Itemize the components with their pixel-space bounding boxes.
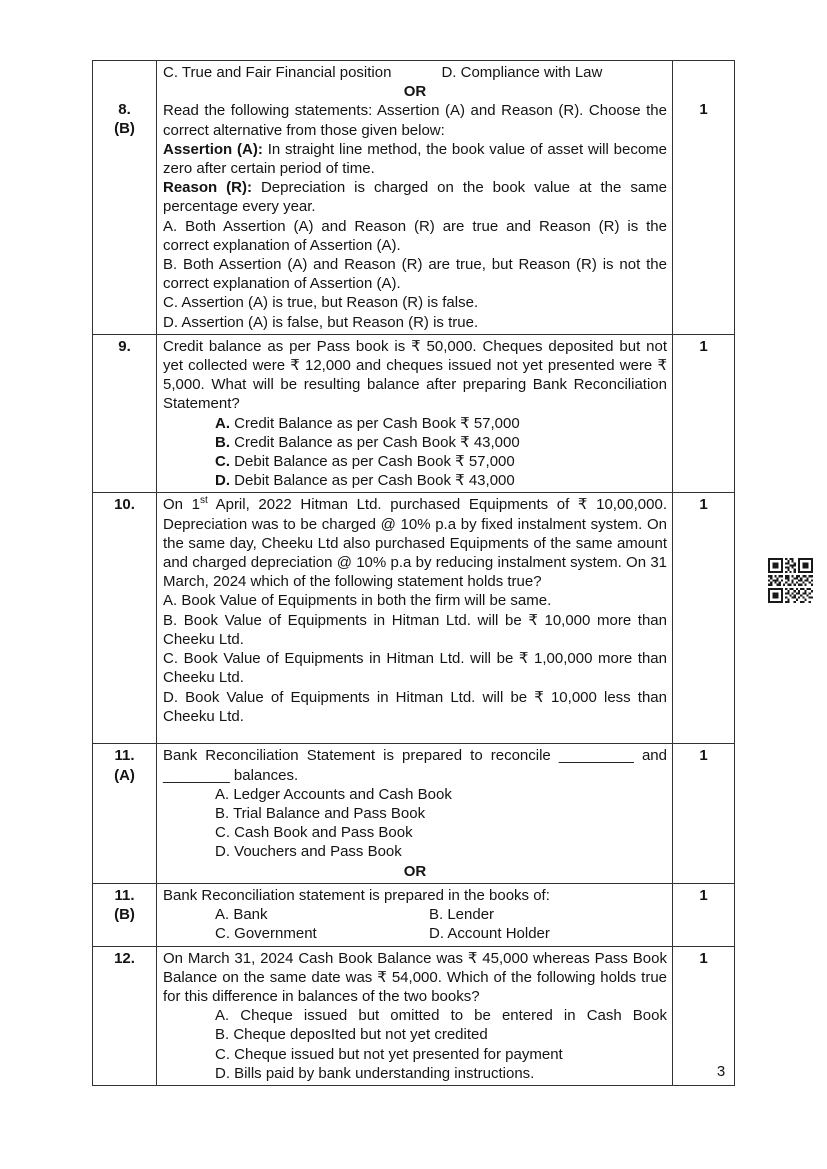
question-table: [92, 60, 735, 1086]
option-a: A. Bank: [215, 906, 268, 924]
option-a: A. Both Assertion (A) and Reason (R) are true and Reason (R) is the correct explanation of Assertion (A).: [163, 217, 667, 254]
question-text-cell: [157, 884, 672, 946]
question-text-cell: [157, 744, 672, 882]
option-d: [163, 471, 667, 490]
reason-paragraph: [163, 178, 667, 216]
option-pair-row: [163, 905, 667, 924]
question-text-cell: [157, 61, 672, 334]
question-row-12: [93, 947, 734, 1085]
question-text: On March 31, 2024 Cash Book Balance was ₹ 45,000 whereas Pass Book Balance on the same date was ₹ 54,000. Which of the following holds true for this difference in balances of the two books?: [163, 949, 667, 1005]
option-b: B. Both Assertion (A) and Reason (R) are true, but Reason (R) is not the correct explanation of Assertion (A).: [163, 256, 667, 293]
carryover-option-d: D. Compliance with Law: [441, 64, 603, 81]
question-number-cell: [93, 61, 157, 334]
question-subpart: (B): [114, 906, 135, 924]
marks-cell: 1: [672, 493, 734, 743]
option-text: Debit Balance as per Cash Book ₹ 57,000: [234, 453, 515, 471]
option-d: D. Book Value of Equipments in Hitman Ltd. will be ₹ 10,000 less than Cheeku Ltd.: [163, 688, 667, 725]
marks-cell: 1: [672, 947, 734, 1085]
question-text: [163, 495, 667, 591]
option-b: B. Cheque deposIted but not yet credited: [215, 1026, 488, 1044]
assertion-label: Assertion (A):: [163, 140, 263, 158]
question-text-start: On 1: [163, 496, 200, 514]
option-a: A. Ledger Accounts and Cash Book: [215, 785, 452, 803]
question-text: Bank Reconciliation Statement is prepared to reconcile _________ and ________ balances.: [163, 747, 667, 784]
option-c: [163, 452, 667, 471]
option-letter: A.: [215, 414, 230, 432]
option-b: [163, 433, 667, 452]
carryover-options-line: [163, 63, 667, 82]
option-c: C. Cheque issued but not yet presented for payment: [215, 1045, 563, 1063]
question-number-cell: [93, 335, 157, 493]
option-text: Debit Balance as per Cash Book ₹ 43,000: [234, 472, 515, 490]
question-text: Credit balance as per Pass book is ₹ 50,000. Cheques deposited but not yet collected were ₹ 12,000 and cheques issued not yet presented were ₹ 5,000. What will be resulting balance after preparing Bank Reconciliation Statement?: [163, 337, 667, 413]
or-separator: OR: [403, 83, 427, 101]
question-number: 11.: [114, 747, 135, 765]
question-row-11b: [93, 884, 734, 947]
assertion-text: In straight line method, the book value of asset will become zero after certain period of time.: [163, 140, 668, 178]
question-text: Bank Reconciliation statement is prepared in the books of:: [163, 886, 550, 904]
option-a: [163, 414, 667, 433]
option-d: D. Assertion (A) is false, but Reason (R) is true.: [163, 313, 479, 331]
question-text-cell: [157, 335, 672, 493]
marks-cell: 1: [672, 335, 734, 493]
option-letter: D.: [215, 472, 230, 490]
question-number: 9.: [118, 337, 131, 355]
question-number-cell: [93, 947, 157, 1085]
question-number: 11.: [114, 886, 135, 904]
option-b: B. Trial Balance and Pass Book: [215, 805, 426, 823]
question-number-cell: [93, 744, 157, 882]
option-text: Credit Balance as per Cash Book ₹ 57,000: [234, 414, 520, 432]
option-b: B. Book Value of Equipments in Hitman Ltd. will be ₹ 10,000 more than Cheeku Ltd.: [163, 611, 667, 648]
question-row-10: [93, 493, 734, 744]
option-d: D. Account Holder: [429, 925, 550, 943]
option-c: C. Cash Book and Pass Book: [215, 824, 413, 842]
reason-label: Reason (R):: [163, 179, 252, 197]
qr-code-icon: [768, 558, 813, 603]
carryover-option-c: C. True and Fair Financial position: [163, 64, 392, 81]
question-text-rest: April, 2022 Hitman Ltd. purchased Equipments of ₹ 10,00,000. Depreciation was to be charged @ 10% p.a by fixed instalment system. On the same day, Cheeku Ltd also purchased Equipments of the same amount and charged depreciation @ 10% p.a by reducing instalment system. On 31 March, 2024 which of the following statement holds true?: [163, 496, 667, 591]
option-d: D. Vouchers and Pass Book: [215, 843, 402, 861]
question-text-cell: [157, 947, 672, 1085]
option-letter: B.: [215, 433, 230, 451]
page-number: 3: [716, 1063, 726, 1080]
question-row-11a: [93, 744, 734, 883]
question-number-cell: [93, 493, 157, 743]
question-intro: Read the following statements: Assertion (A) and Reason (R). Choose the correct alternative from those given below:: [163, 102, 667, 139]
option-d: D. Bills paid by bank understanding instructions.: [215, 1064, 535, 1082]
question-number: 10.: [114, 496, 135, 514]
option-pair-row: [163, 924, 667, 943]
question-number: 12.: [114, 949, 135, 967]
question-number-cell: [93, 884, 157, 946]
option-a: A. Cheque issued but omitted to be entered in Cash Book: [215, 1007, 667, 1025]
marks-cell: 1: [672, 61, 734, 334]
option-c: C. Government: [215, 925, 317, 943]
option-text: Credit Balance as per Cash Book ₹ 43,000: [234, 433, 520, 451]
question-row-8b: [93, 61, 734, 335]
option-c: C. Book Value of Equipments in Hitman Ltd. will be ₹ 1,00,000 more than Cheeku Ltd.: [163, 650, 667, 687]
option-c: C. Assertion (A) is true, but Reason (R) is false.: [163, 294, 479, 312]
question-text-cell: [157, 493, 672, 743]
ordinal-superscript: st: [200, 495, 208, 507]
option-letter: C.: [215, 453, 230, 471]
or-separator: OR: [403, 862, 427, 880]
marks-cell: 1: [672, 884, 734, 946]
assertion-paragraph: [163, 140, 667, 178]
question-number: 8.: [118, 101, 131, 118]
reason-text: Depreciation is charged on the book value at the same percentage every year.: [163, 179, 667, 216]
marks-cell: 1: [672, 744, 734, 882]
question-row-9: [93, 335, 734, 494]
option-b: B. Lender: [429, 906, 495, 924]
option-a: A. Book Value of Equipments in both the firm will be same.: [163, 592, 552, 610]
question-subpart: (A): [114, 766, 135, 784]
question-subpart: (B): [114, 120, 135, 138]
